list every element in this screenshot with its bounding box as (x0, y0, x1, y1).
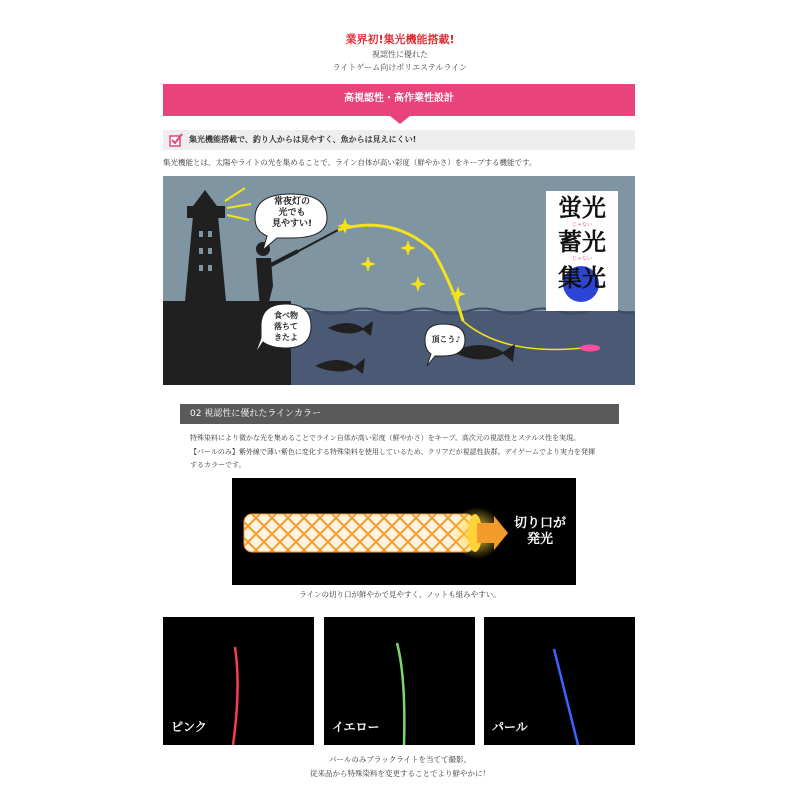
subtitle-1: 視認性に優れた (372, 50, 428, 59)
badge-phosphorescent-note: じゃない (571, 256, 592, 262)
section2-paragraph-3: するカラーです。 (190, 461, 246, 469)
badge-fluorescent: 蛍光 (558, 194, 606, 222)
badge-fluorescent-note: じゃない (571, 222, 592, 228)
light-type-badge (548, 194, 616, 294)
fish-bubble-line-2: 落ちて (274, 322, 298, 331)
angler-speech-bubble (269, 197, 315, 230)
angler-bubble-line-2: 光でも (278, 208, 306, 218)
photo-label-pink: ピンク (171, 720, 207, 734)
fish-bubble-line-3: きたよ (274, 333, 298, 342)
angler-bubble-line-3: 見やすい! (271, 219, 313, 229)
fish-bubble-line-1: 食べ物 (274, 311, 298, 320)
photo-pink (163, 617, 314, 745)
badge-phosphorescent: 蓄光 (558, 228, 606, 256)
line-cut-illustration (232, 478, 576, 585)
photo-yellow (324, 617, 475, 745)
banner-arrow (390, 116, 410, 124)
badge-light-collecting: 集光 (558, 264, 606, 292)
angler-bubble-line-1: 常夜灯の (273, 197, 310, 207)
fish-speech-bubble-2: 頂こう♪ (431, 335, 461, 344)
feature-banner: 高視認性・高作業性設計 (163, 84, 635, 116)
photo-caption-1: パールのみブラックライトを当てて撮影。 (329, 755, 471, 764)
feature-check-label: 集光機能搭載で、釣り人からは見やすく、魚からは見えにくい! (189, 135, 417, 144)
cut-caption: ラインの切り口が鮮やかで見やすく、ノットも組みやすい。 (299, 590, 501, 599)
fish-speech-bubble-1 (267, 310, 305, 343)
photo-pearl (484, 617, 635, 745)
photo-label-yellow: イエロー (332, 720, 380, 734)
feature-check-row (163, 130, 635, 150)
photo-label-pearl: パール (492, 720, 528, 734)
headline: 業界初!集光機能搭載! (345, 33, 455, 46)
section2-paragraph-2: 【パールのみ】紫外線で薄い紫色に変化する特殊染料を使用しているため、クリアだが視認性抜群。デイゲームでより実力を発揮 (190, 448, 595, 456)
checkbox-icon (169, 133, 183, 147)
cut-label-line-2: 発光 (526, 532, 553, 547)
cut-label-line-1: 切り口が (513, 516, 566, 531)
function-description: 集光機能とは、太陽やライトの光を集めることで、ライン自体が高い彩度（鮮やかさ）をキープする機能です。 (163, 158, 537, 167)
cut-glow-label (510, 516, 570, 548)
section-title-line-color: 02 視認性に優れたラインカラー (180, 404, 619, 424)
illustration-scene (163, 176, 635, 385)
subtitle-2: ライトゲーム向けポリエステルライン (332, 63, 468, 72)
photo-caption-2: 従来品から特殊染料を変更することでより鮮やかに！ (310, 769, 490, 778)
section2-paragraph-1: 特殊染料により微かな光を集めることでライン自体が高い彩度（鮮やかさ）をキープ。高次元の視認性とステルス性を実現。 (190, 434, 581, 442)
